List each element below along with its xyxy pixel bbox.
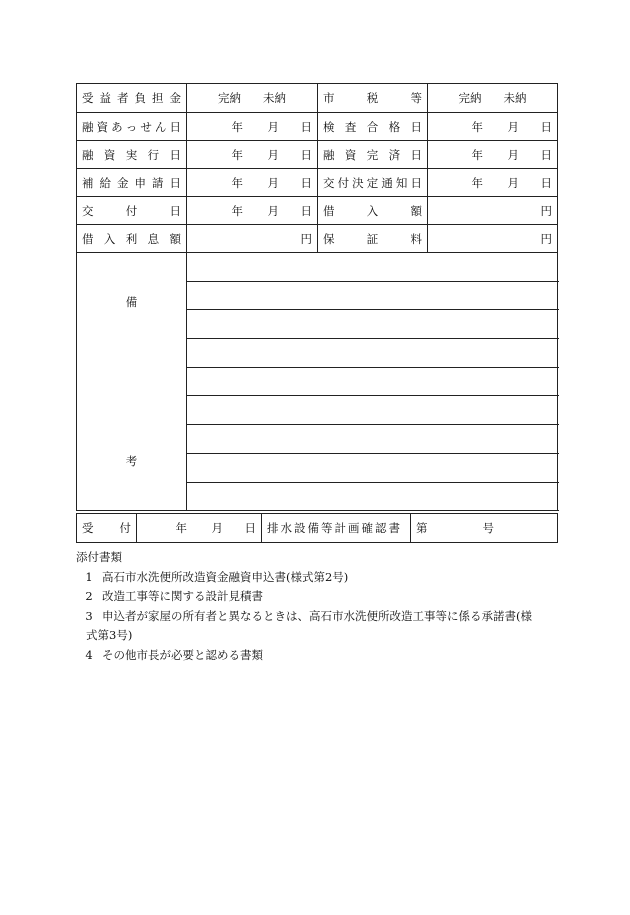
receipt-table bbox=[76, 513, 558, 543]
year-unit: 年 bbox=[471, 147, 483, 162]
attachments-section bbox=[76, 548, 566, 665]
remarks-line[interactable] bbox=[187, 367, 558, 396]
paid-option: 完納 bbox=[218, 91, 241, 105]
attachment-item: 4 その他市長が必要と認める書類 bbox=[85, 647, 263, 662]
unpaid-option: 未納 bbox=[503, 91, 527, 105]
field-label: 融 資 あ っ せ ん 日 bbox=[77, 113, 187, 141]
field-value[interactable] bbox=[428, 113, 558, 141]
receipt-date-field[interactable] bbox=[137, 514, 262, 543]
year-unit: 年 bbox=[471, 119, 483, 134]
attachment-item: 3 申込者が家屋の所有者と異なるときは、高石市水洗便所改造工事等に係る承諾書(様 bbox=[85, 608, 532, 623]
number-prefix: 第 bbox=[416, 521, 428, 535]
field-value[interactable] bbox=[187, 141, 318, 169]
remarks-line[interactable] bbox=[187, 281, 558, 310]
yen-unit: 円 bbox=[540, 231, 552, 246]
plan-confirmation-label: 排水設備等計画確認書 bbox=[262, 514, 411, 543]
remarks-line[interactable] bbox=[187, 396, 558, 425]
day-unit: 日 bbox=[300, 119, 312, 134]
plan-number-field[interactable] bbox=[411, 514, 558, 543]
month-unit: 月 bbox=[507, 119, 519, 134]
field-label: 検 査 合 格 日 bbox=[318, 113, 428, 141]
month-unit: 月 bbox=[507, 175, 519, 190]
field-label: 交 付 決 定 通 知 日 bbox=[318, 169, 428, 197]
month-unit: 月 bbox=[267, 147, 279, 162]
field-value[interactable] bbox=[428, 141, 558, 169]
year-unit: 年 bbox=[471, 175, 483, 190]
month-unit: 月 bbox=[267, 119, 279, 134]
day-unit: 日 bbox=[300, 147, 312, 162]
month-unit: 月 bbox=[267, 175, 279, 190]
month-unit: 月 bbox=[507, 147, 519, 162]
field-value[interactable] bbox=[187, 169, 318, 197]
yen-unit: 円 bbox=[540, 203, 552, 218]
field-label: 融 資 実 行 日 bbox=[77, 141, 187, 169]
field-value[interactable] bbox=[187, 84, 318, 113]
field-value[interactable] bbox=[428, 197, 558, 225]
remarks-line[interactable] bbox=[187, 425, 558, 454]
day-unit: 日 bbox=[540, 119, 552, 134]
field-label: 借 入 利 息 額 bbox=[77, 225, 187, 253]
receipt-month: 月 bbox=[211, 521, 223, 535]
year-unit: 年 bbox=[231, 119, 243, 134]
remarks-line[interactable] bbox=[187, 253, 558, 282]
remarks-label: 備 考 bbox=[77, 253, 187, 511]
field-value[interactable] bbox=[428, 169, 558, 197]
yen-unit: 円 bbox=[300, 231, 312, 246]
field-value[interactable] bbox=[187, 197, 318, 225]
field-label: 交 付 日 bbox=[77, 197, 187, 225]
application-form-table bbox=[76, 83, 558, 511]
field-label: 補 給 金 申 請 日 bbox=[77, 169, 187, 197]
attachment-item: 2 改造工事等に関する設計見積書 bbox=[85, 589, 263, 603]
field-label: 保 証 料 bbox=[318, 225, 428, 253]
day-unit: 日 bbox=[300, 175, 312, 190]
receipt-year: 年 bbox=[175, 521, 187, 535]
receipt-label: 受 付 bbox=[77, 514, 137, 543]
attachment-item-continuation: 式第3号) bbox=[86, 628, 133, 642]
field-value[interactable] bbox=[187, 113, 318, 141]
year-unit: 年 bbox=[231, 203, 243, 218]
field-value[interactable] bbox=[428, 84, 558, 113]
unpaid-option: 未納 bbox=[263, 91, 286, 105]
field-label: 借 入 額 bbox=[318, 197, 428, 225]
remarks-line[interactable] bbox=[187, 482, 558, 511]
field-value[interactable] bbox=[187, 225, 318, 253]
number-suffix: 号 bbox=[482, 521, 494, 535]
day-unit: 日 bbox=[540, 175, 552, 190]
day-unit: 日 bbox=[300, 203, 312, 218]
year-unit: 年 bbox=[231, 175, 243, 190]
field-label: 受 益 者 負 担 金 bbox=[77, 84, 187, 113]
attachments-heading: 添付書類 bbox=[76, 550, 122, 564]
field-label: 市 税 等 bbox=[318, 84, 428, 113]
attachment-item: 1 高石市水洗便所改造資金融資申込書(様式第2号) bbox=[85, 569, 349, 584]
field-value[interactable] bbox=[428, 225, 558, 253]
receipt-day: 日 bbox=[244, 521, 256, 535]
remarks-line[interactable] bbox=[187, 310, 558, 339]
field-label: 融 資 完 済 日 bbox=[318, 141, 428, 169]
day-unit: 日 bbox=[540, 147, 552, 162]
paid-option: 完納 bbox=[458, 91, 482, 105]
month-unit: 月 bbox=[267, 203, 279, 218]
year-unit: 年 bbox=[231, 147, 243, 162]
remarks-line[interactable] bbox=[187, 339, 558, 368]
remarks-line[interactable] bbox=[187, 453, 558, 482]
